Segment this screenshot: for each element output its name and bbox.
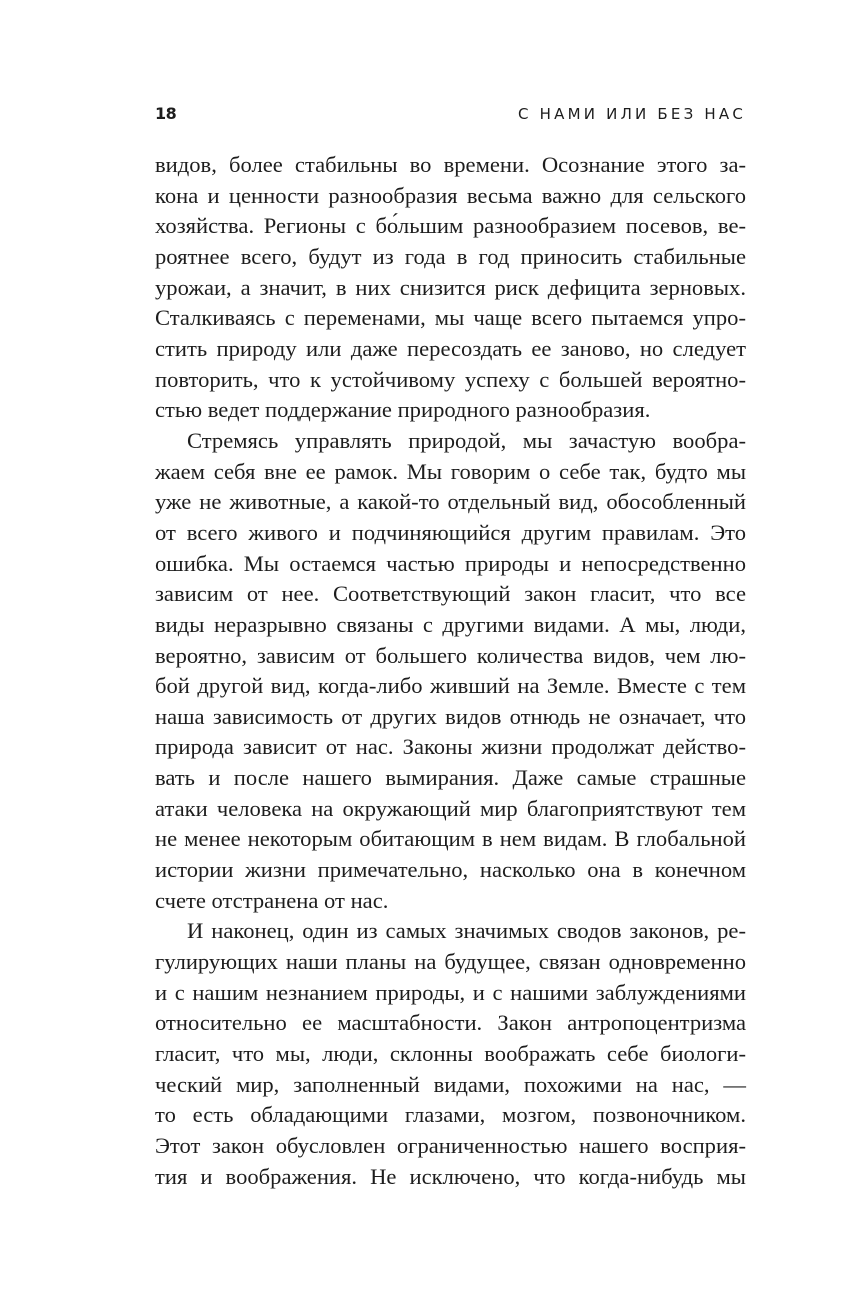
paragraph-3 <box>155 916 746 1192</box>
text-line: природа зависит от нас. Законы жизни продолжат действо- <box>155 734 746 760</box>
text-line: истории жизни примечательно, насколько она в конечном <box>155 857 746 883</box>
text-line: не менее некоторым обитающим в нем видам. В глобальной <box>155 826 746 852</box>
text-line: гласит, что мы, люди, склонны воображать себе биологи- <box>155 1041 746 1067</box>
text-line: атаки человека на окружающий мир благоприятствуют тем <box>155 795 746 821</box>
running-head <box>155 104 746 132</box>
text-line: тия и воображения. Не исключено, что когда-нибудь мы <box>155 1163 746 1189</box>
text-line: Сталкиваясь с переменами, мы чаще всего пытаемся упро- <box>155 305 746 331</box>
text-line: ошибка. Мы остаемся частью природы и непосредственно <box>155 550 746 576</box>
text-line: гулирующих наши планы на будущее, связан одновременно <box>155 949 746 975</box>
text-line: вероятно, зависим от большего количества видов, чем лю- <box>155 642 746 668</box>
text-line: жаем себя вне ее рамок. Мы говорим о себе так, будто мы <box>155 458 746 484</box>
text-line: повторить, что к устойчивому успеху с большей вероятно- <box>155 366 746 392</box>
text-line: относительно ее масштабности. Закон антропоцентризма <box>155 1010 746 1036</box>
text-line: бой другой вид, когда-либо живший на Земле. Вместе с тем <box>155 673 746 699</box>
text-line: Этот закон обусловлен ограниченностью нашего восприя- <box>155 1133 746 1158</box>
text-line: вать и после нашего вымирания. Даже самые страшные <box>155 765 746 791</box>
text-line: то есть обладающими глазами, мозгом, позвоночником. <box>155 1102 746 1128</box>
paragraph-1 <box>155 150 746 426</box>
book-title: С НАМИ ИЛИ БЕЗ НАС <box>518 105 746 123</box>
text-line: виды неразрывно связаны с другими видами. А мы, люди, <box>155 611 746 637</box>
text-line: стью ведет поддержание природного разнообразия. <box>155 397 651 423</box>
text-line: урожаи, а значит, в них снизится риск дефицита зерновых. <box>155 274 746 300</box>
paragraph-2 <box>155 426 746 917</box>
text-line: роятнее всего, будут из года в год приносить стабильные <box>155 243 746 269</box>
text-line: Стремясь управлять природой, мы зачастую вообра- <box>187 427 746 453</box>
text-line: от всего живого и подчиняющийся другим правилам. Это <box>155 519 746 545</box>
text-line: стить природу или даже пересоздать ее заново, но следует <box>155 335 746 361</box>
page-number: 18 <box>155 104 177 123</box>
text-line: ческий мир, заполненный видами, похожими на нас, — <box>155 1071 746 1097</box>
text-line: видов, более стабильны во времени. Осознание этого за- <box>155 152 746 177</box>
text-line: зависим от нее. Соответствующий закон гласит, что все <box>155 581 746 607</box>
text-line: уже не животные, а какой-то отдельный вид, обособленный <box>155 489 746 515</box>
text-line: и с нашим незнанием природы, и с нашими заблуждениями <box>155 979 746 1005</box>
text-line: И наконец, один из самых значимых сводов законов, ре- <box>187 918 746 944</box>
text-line: хозяйства. Регионы с бо́льшим разнообразием посевов, ве- <box>155 213 746 239</box>
text-line: кона и ценности разнообразия весьма важно для сельского <box>155 182 746 208</box>
text-line: счете отстранена от нас. <box>155 887 389 913</box>
body-text <box>155 150 746 1192</box>
text-line: наша зависимость от других видов отнюдь не означает, что <box>155 703 746 729</box>
